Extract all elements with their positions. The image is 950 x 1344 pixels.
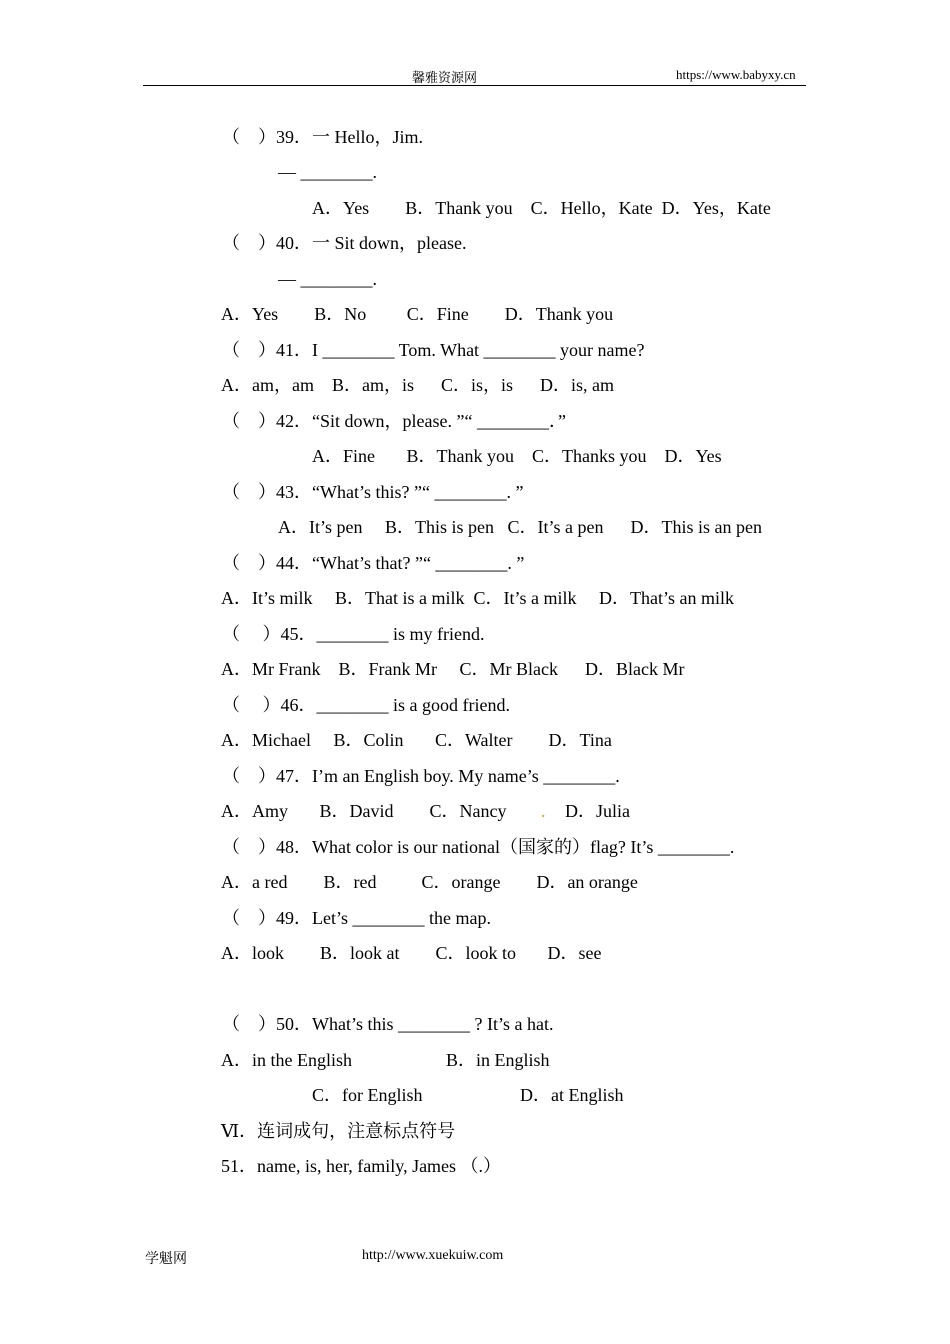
q49-stem: （ ）49．Let’s ________ the map. — [222, 908, 491, 928]
q41-stem: （ ）41．I ________ Tom. What ________ your name? — [222, 340, 645, 360]
q50-option-a: A．in the English — [221, 1050, 352, 1070]
footer-left: 学魁网 — [145, 1252, 187, 1267]
stray-dot: . — [541, 801, 546, 821]
q39-reply: — ________. — [278, 162, 377, 182]
q42-options: A．Fine B．Thank you C．Thanks you D．Yes — [312, 446, 722, 466]
q45-options: A．Mr Frank B．Frank Mr C．Mr Black D．Black Mr — [221, 659, 685, 679]
header-site: 馨雅资源网 — [412, 70, 478, 85]
q40-options: A．Yes B．No C．Fine D．Thank you — [221, 304, 614, 324]
q47-option-d: D．Julia — [565, 801, 630, 821]
q45-stem: （ ）45．________ is my friend. — [222, 624, 485, 644]
q47-stem: （ ）47．I’m an English boy. My name’s ________. — [222, 766, 620, 786]
q49-options: A．look B．look at C．look to D．see — [221, 943, 602, 963]
q46-options: A．Michael B．Colin C．Walter D．Tina — [221, 730, 612, 750]
q50-option-c: C．for English — [312, 1085, 423, 1105]
q51-stem: 51．name, is, her, family, James （.） — [221, 1156, 502, 1176]
q43-options: A．It’s pen B．This is pen C．It’s a pen D．This is an pen — [278, 517, 762, 537]
footer-url[interactable]: http://www.xuekuiw.com — [362, 1248, 504, 1263]
q48-options: A．a red B．red C．orange D．an orange — [221, 872, 638, 892]
q39-options: A．Yes B．Thank you C．Hello，Kate D．Yes，Kate — [312, 198, 771, 218]
q50-option-b: B．in English — [446, 1050, 550, 1070]
q44-stem: （ ）44．“What’s that? ”“ ________. ” — [222, 553, 525, 573]
q39-stem: （ ）39．一 Hello，Jim. — [222, 127, 423, 147]
q43-stem: （ ）43．“What’s this? ”“ ________. ” — [222, 482, 524, 502]
q42-stem: （ ）42．“Sit down，please. ”“ ________．” — [222, 411, 566, 431]
q46-stem: （ ）46．________ is a good friend. — [222, 695, 510, 715]
header-url[interactable]: https://www.babyxy.cn — [676, 67, 796, 82]
q50-stem: （ ）50．What’s this ________ ? It’s a hat. — [222, 1014, 554, 1034]
q47-options-abc: A．Amy B．David C．Nancy — [221, 801, 507, 821]
q40-reply: — ________. — [278, 269, 377, 289]
q41-options: A．am，am B．am，is C．is，is D．is, am — [221, 375, 614, 395]
q40-stem: （ ）40．一 Sit down，please. — [222, 233, 467, 253]
section-vi-heading: Ⅵ．连词成句，注意标点符号 — [221, 1121, 456, 1141]
q44-options: A．It’s milk B．That is a milk C．It’s a milk D．That’s an milk — [221, 588, 734, 608]
q50-option-d: D．at English — [520, 1085, 624, 1105]
header-rule — [143, 85, 806, 86]
q48-stem: （ ）48．What color is our national（国家的）flag? It’s ________. — [222, 837, 735, 857]
